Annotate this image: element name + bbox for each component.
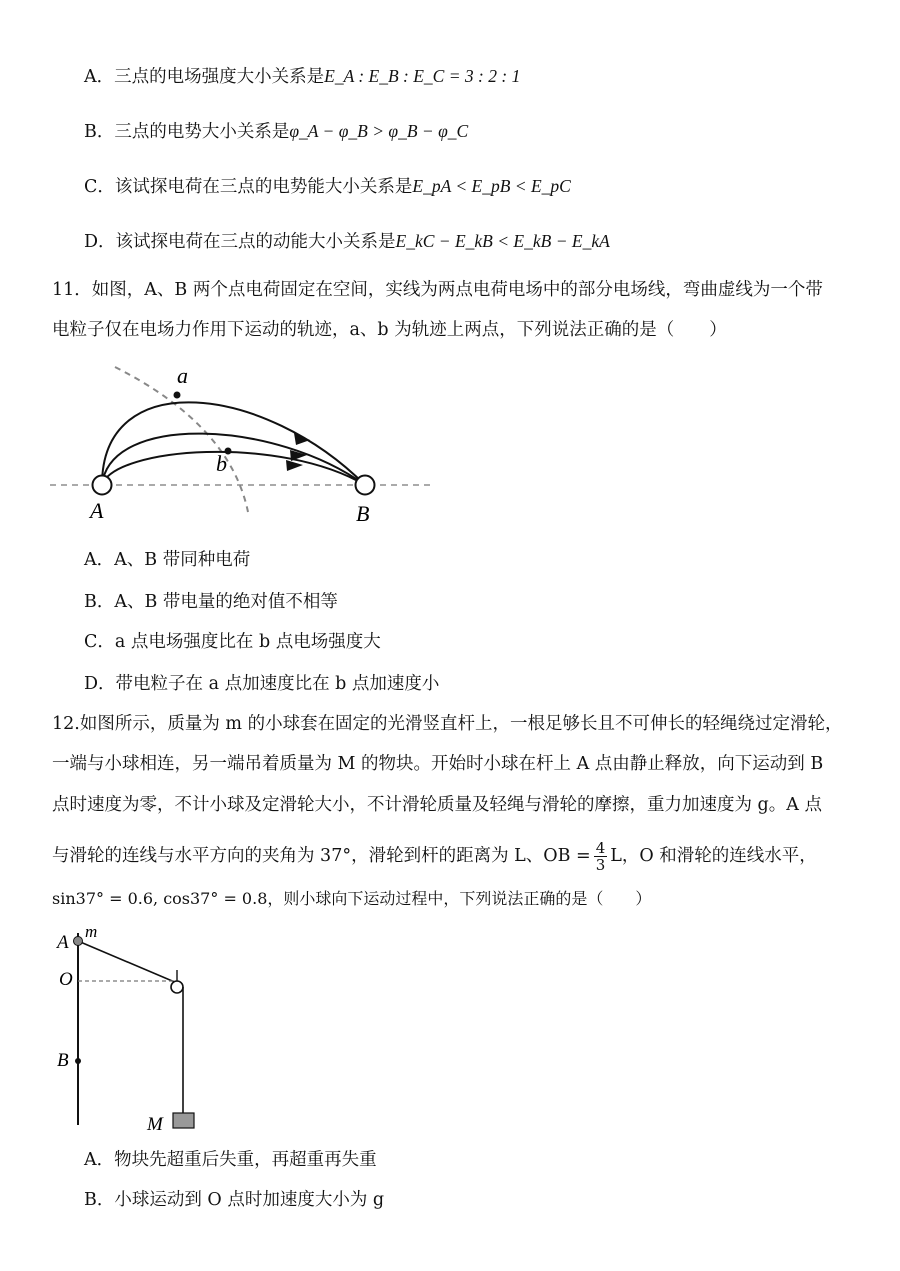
- point-b: [75, 1058, 81, 1064]
- option-formula: φ_A − φ_B > φ_B − φ_C: [289, 121, 469, 141]
- q11-option-b: [84, 590, 338, 614]
- option-label: A．: [84, 550, 115, 570]
- option-text: A、B 带电量的绝对值不相等: [114, 592, 338, 612]
- fraction-denominator: 3: [595, 856, 606, 874]
- option-label: B．: [84, 122, 115, 142]
- q10-option-a: [84, 64, 520, 89]
- pulley: [171, 981, 183, 993]
- field-line-middle: [102, 434, 365, 485]
- label-M: M: [147, 1114, 163, 1135]
- option-label: A．: [84, 1150, 115, 1170]
- label-a: a: [177, 363, 188, 388]
- rope-segment: [78, 941, 177, 983]
- field-line-inner: [102, 452, 365, 485]
- charge-b: [356, 476, 375, 495]
- q10-option-c: [84, 174, 571, 199]
- label-m: m: [85, 925, 98, 941]
- q12-option-a: [84, 1148, 377, 1172]
- q11-figure: [40, 355, 440, 530]
- q12-stem-line4: [52, 840, 817, 873]
- ball: [74, 937, 83, 946]
- charge-a: [93, 476, 112, 495]
- option-label: D．: [84, 674, 116, 694]
- option-label: D．: [84, 232, 116, 252]
- option-text: A、B 带同种电荷: [114, 550, 251, 570]
- q12-option-b: [84, 1188, 384, 1212]
- fraction: [594, 840, 608, 873]
- option-text: 带电粒子在 a 点加速度比在 b 点加速度小: [115, 674, 440, 694]
- option-label: C．: [84, 177, 115, 197]
- option-text: 三点的电势大小关系是: [114, 122, 290, 142]
- q11-option-a: [84, 548, 250, 572]
- question-number: 12.: [52, 714, 80, 734]
- stem-text: L，O 和滑轮的连线水平，: [610, 846, 817, 866]
- label-A: A: [57, 932, 69, 953]
- option-text: 三点的电场强度大小关系是: [114, 67, 325, 87]
- option-text: 该试探电荷在三点的电势能大小关系是: [114, 177, 413, 197]
- option-text: 小球运动到 O 点时加速度大小为 g: [114, 1190, 385, 1210]
- arrow-icon: [294, 433, 310, 445]
- option-label: B．: [84, 592, 115, 612]
- question-number: 11．: [52, 280, 92, 300]
- label-A: A: [90, 498, 104, 523]
- label-b: b: [216, 451, 227, 476]
- trajectory-dashed-curve: [115, 367, 248, 512]
- option-text: a 点电场强度比在 b 点电场强度大: [114, 632, 381, 652]
- q12-stem-line3: 点时速度为零，不计小球及定滑轮大小，不计滑轮质量及轻绳与滑轮的摩擦，重力加速度为 g。A 点: [52, 795, 822, 815]
- option-label: A．: [84, 67, 115, 87]
- stem-text: 与滑轮的连线与水平方向的夹角为 37°，滑轮到杆的距离为 L、OB =: [52, 846, 591, 866]
- option-formula: E_pA < E_pB < E_pC: [412, 176, 571, 196]
- option-text: 该试探电荷在三点的动能大小关系是: [115, 232, 396, 252]
- q12-stem-line5: sin37° = 0.6, cos37° = 0.8，则小球向下运动过程中，下列说法正确的是（ ）: [52, 889, 652, 908]
- q10-option-b: [84, 119, 468, 144]
- question-text: 如图，A、B 两个点电荷固定在空间，实线为两点电荷电场中的部分电场线，弯曲虚线为一个带: [91, 280, 823, 300]
- question-text: 如图所示，质量为 m 的小球套在固定的光滑竖直杆上，一根足够长且不可伸长的轻绳绕过定滑轮，: [79, 714, 843, 734]
- q12-stem-line2: 一端与小球相连，另一端吊着质量为 M 的物块。开始时小球在杆上 A 点由静止释放，向下运动到 B: [52, 754, 824, 774]
- q11-stem-line1: [52, 278, 823, 302]
- option-formula: E_kC − E_kB < E_kB − E_kA: [395, 231, 610, 251]
- label-B: B: [57, 1050, 69, 1071]
- label-O: O: [59, 969, 73, 990]
- point-a: [174, 392, 181, 399]
- q10-option-d: [84, 229, 610, 254]
- q11-option-d: [84, 672, 439, 696]
- option-formula: E_A : E_B : E_C = 3 : 2 : 1: [324, 66, 521, 86]
- q11-stem-line2: 电粒子仅在电场力作用下运动的轨迹，a、b 为轨迹上两点，下列说法正确的是（ ）: [52, 320, 727, 340]
- fraction-numerator: 4: [595, 839, 606, 857]
- q12-stem-line1: [52, 712, 843, 736]
- option-text: 物块先超重后失重，再超重再失重: [114, 1150, 377, 1170]
- q12-figure: [45, 925, 275, 1135]
- option-label: C．: [84, 632, 115, 652]
- q11-option-c: [84, 630, 381, 654]
- field-line-outer: [102, 402, 365, 485]
- label-B: B: [356, 501, 370, 526]
- option-label: B．: [84, 1190, 115, 1210]
- block-m: [173, 1113, 194, 1128]
